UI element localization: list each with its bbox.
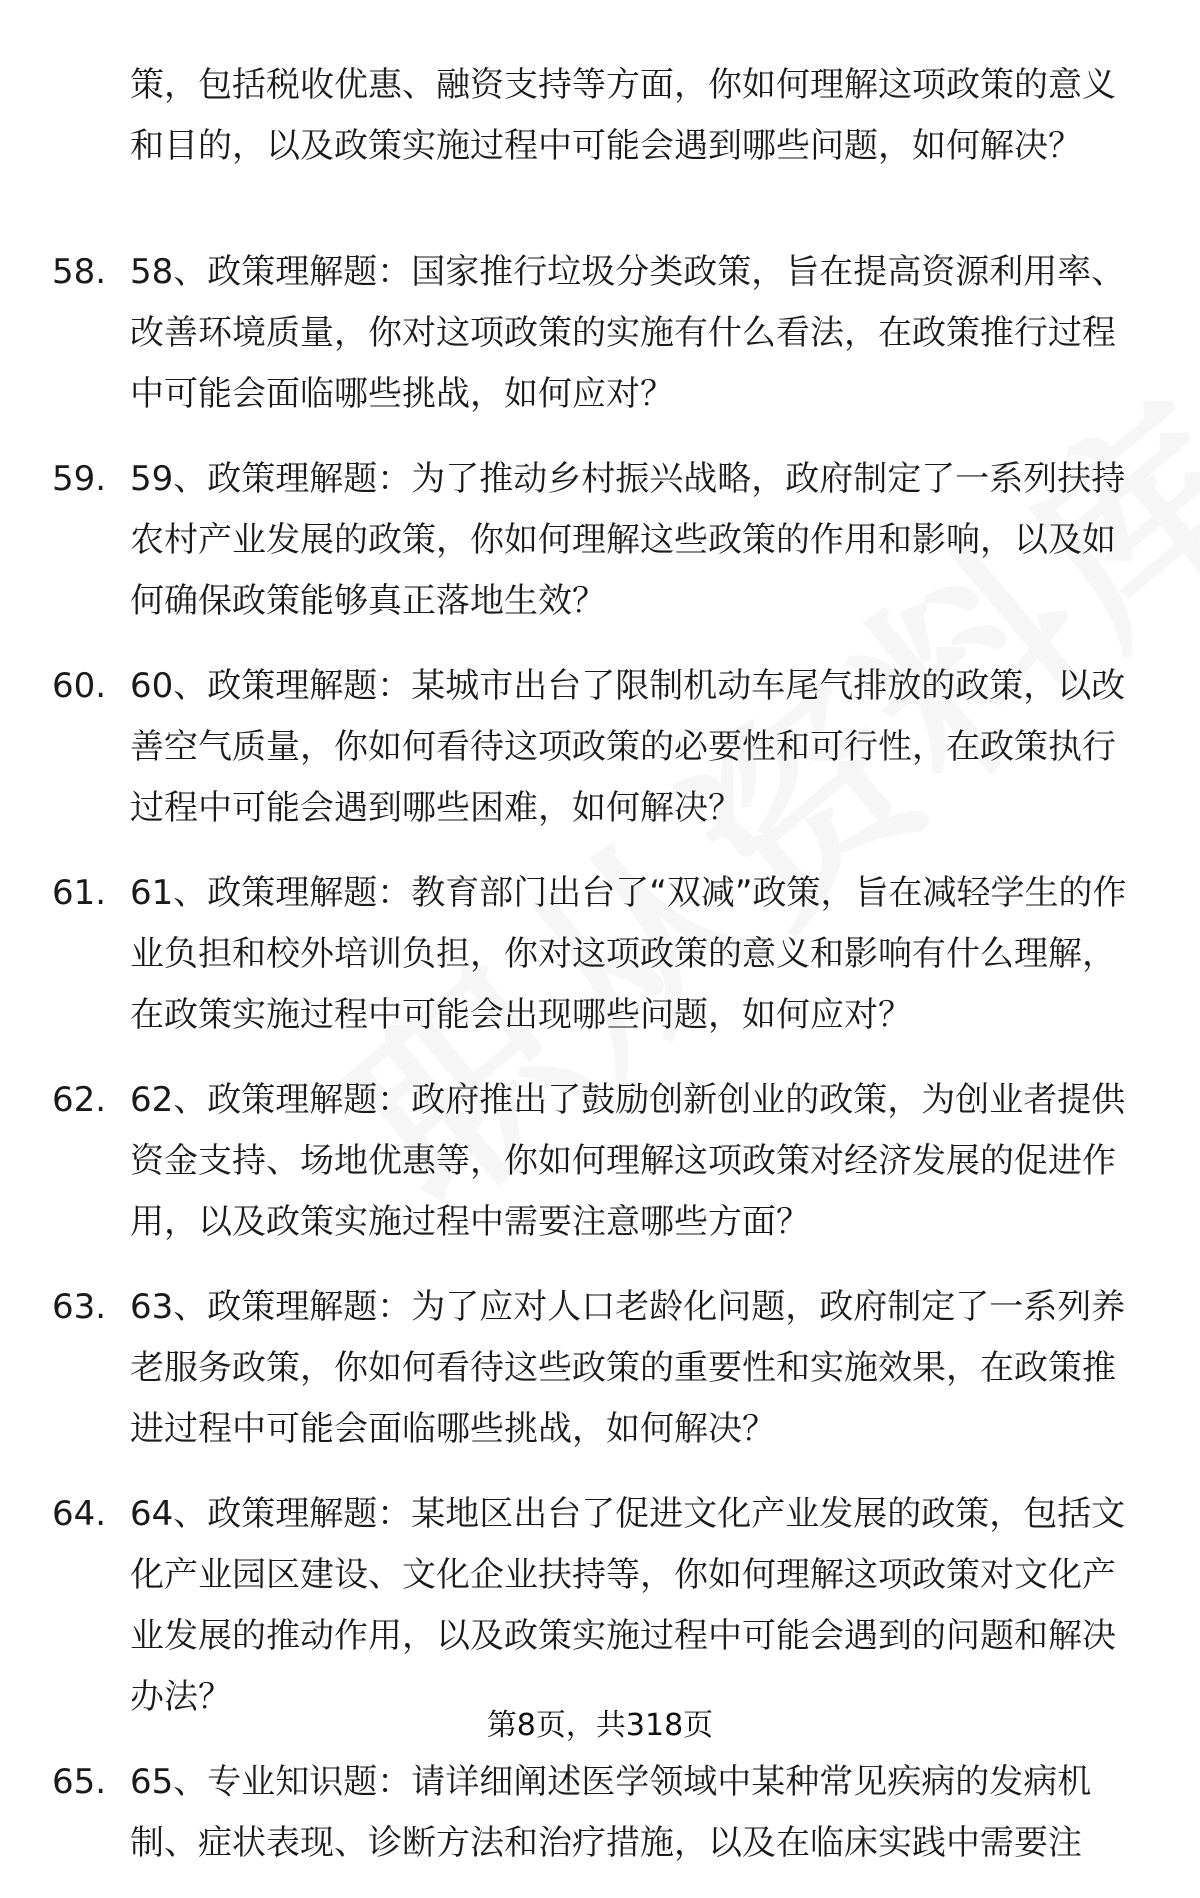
question-list xyxy=(0,242,1200,1898)
list-item xyxy=(0,863,1140,1046)
list-item xyxy=(0,1752,1140,1874)
list-item xyxy=(0,1484,1140,1728)
item-number: 61. xyxy=(52,873,107,913)
item-number: 62. xyxy=(52,1080,107,1120)
page-footer: 第8页，共318页 xyxy=(486,1708,714,1743)
item-number: 58. xyxy=(52,252,107,292)
continuation-text: 策，包括税收优惠、融资支持等方面，你如何理解这项政策的意义和目的，以及政策实施过程中可能会遇到哪些问题，如何解决？ xyxy=(130,65,1116,166)
item-number: 59. xyxy=(52,459,107,499)
item-number: 65. xyxy=(52,1762,107,1802)
item-text: 62、政策理解题：政府推出了鼓励创新创业的政策，为创业者提供资金支持、场地优惠等，你如何理解这项政策对经济发展的促进作用，以及政策实施过程中需要注意哪些方面？ xyxy=(130,1080,1126,1242)
item-text: 59、政策理解题：为了推动乡村振兴战略，政府制定了一系列扶持农村产业发展的政策，你如何理解这些政策的作用和影响，以及如何确保政策能够真正落地生效？ xyxy=(130,459,1126,621)
list-item xyxy=(0,1277,1140,1460)
list-item xyxy=(0,656,1140,839)
item-text: 63、政策理解题：为了应对人口老龄化问题，政府制定了一系列养老服务政策，你如何看待这些政策的重要性和实施效果，在政策推进过程中可能会面临哪些挑战，如何解决？ xyxy=(130,1287,1126,1449)
list-item xyxy=(0,242,1140,425)
item-text: 60、政策理解题：某城市出台了限制机动车尾气排放的政策，以改善空气质量，你如何看待这项政策的必要性和可行性，在政策执行过程中可能会遇到哪些困难，如何解决？ xyxy=(130,666,1126,828)
item-text: 64、政策理解题：某地区出台了促进文化产业发展的政策，包括文化产业园区建设、文化企业扶持等，你如何理解这项政策对文化产业发展的推动作用，以及政策实施过程中可能会遇到的问题和解决办法？ xyxy=(130,1494,1126,1717)
list-item xyxy=(0,449,1140,632)
item-text: 61、政策理解题：教育部门出台了“双减”政策，旨在减轻学生的作业负担和校外培训负担，你对这项政策的意义和影响有什么理解，在政策实施过程中可能会出现哪些问题，如何应对？ xyxy=(130,873,1127,1035)
item-text: 58、政策理解题：国家推行垃圾分类政策，旨在提高资源利用率、改善环境质量，你对这项政策的实施有什么看法，在政策推行过程中可能会面临哪些挑战，如何应对？ xyxy=(130,252,1126,414)
list-item xyxy=(0,1070,1140,1253)
item-number: 60. xyxy=(52,666,107,706)
item-number: 63. xyxy=(52,1287,107,1327)
item-text: 65、专业知识题：请详细阐述医学领域中某种常见疾病的发病机制、症状表现、诊断方法和治疗措施，以及在临床实践中需要注 xyxy=(130,1762,1092,1863)
item-number: 64. xyxy=(52,1494,107,1534)
